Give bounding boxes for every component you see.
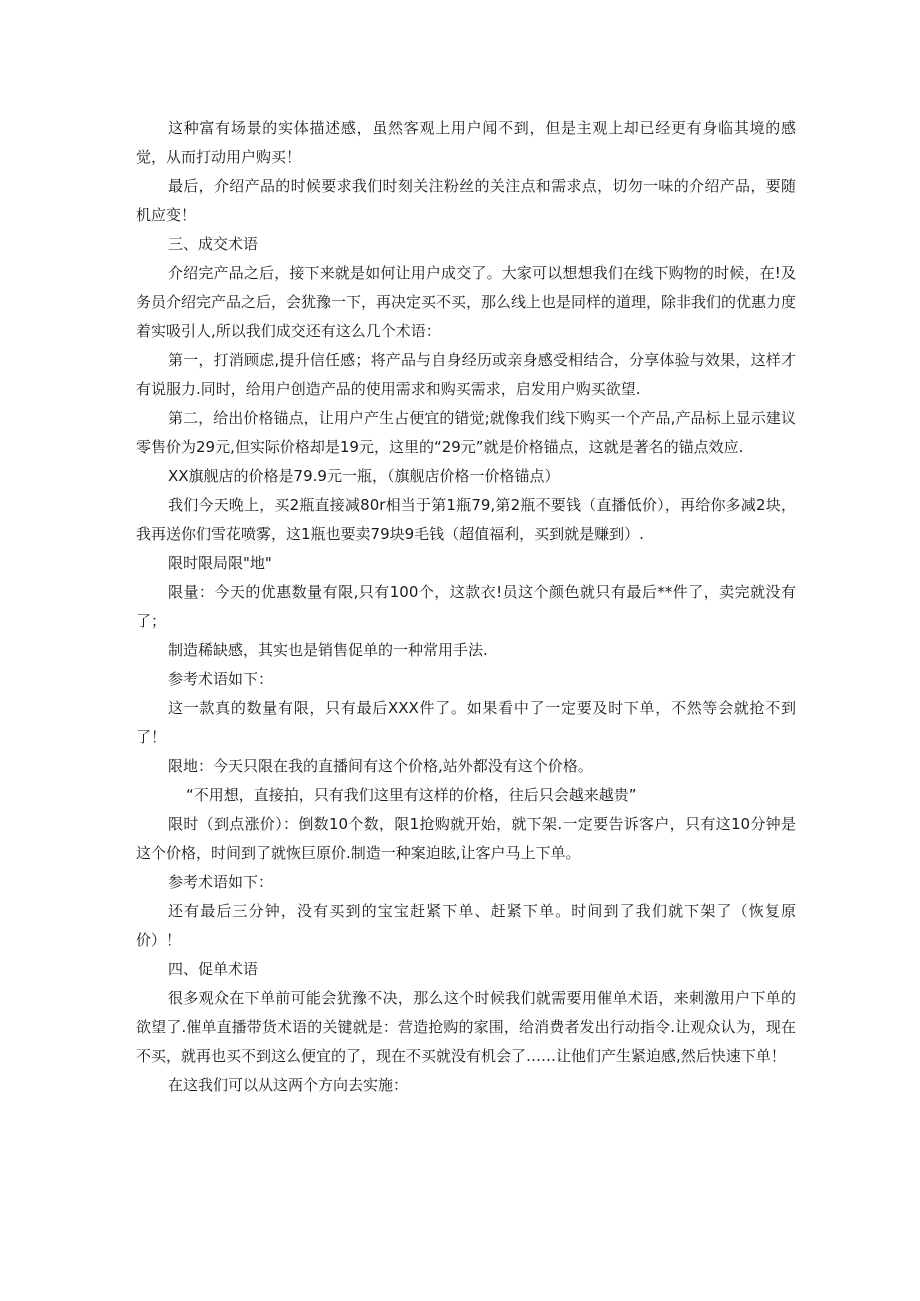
paragraph-reference-1: 参考术语如下： <box>168 670 274 688</box>
paragraph-limit-quantity: 限量：今天的优惠数量有限,只有100个，这款衣!员这个颜色就只有最后**件了，卖完就没有了； <box>136 583 796 630</box>
paragraph-two-directions: 在这我们可以从这两个方向去实施： <box>168 1076 409 1094</box>
paragraph-flagship-price: XX旗舰店的价格是79.9元一瓶，（旗舰店价格一价格锚点） <box>168 467 560 485</box>
paragraph-closing-intro: 介绍完产品之后，接下来就是如何让用户成交了。大家可以想想我们在线下购物的时候，在!及务员介绍完产品之后，会犹豫一下，再决定买不买，那么线上也是同样的道理，除非我们的优惠力度着实吸引人,所以我们成交还有这么几个术语： <box>136 264 797 340</box>
paragraph-adapt: 最后，介绍产品的时候要求我们时刻关注粉丝的关注点和需求点，切勿一味的介绍产品，要随机应变！ <box>136 177 796 224</box>
paragraph-quote: “不用想，直接拍，只有我们这里有这样的价格，往后只会越来越贵” <box>186 786 637 804</box>
paragraph-first-trust: 第一，打消顾虑,提升信任感；将产品与自身经历或亲身感受相结合，分享体验与效果，这样才有说服力.同时，给用户创造产品的使用需求和购买需求，启发用户购买欲望. <box>136 351 796 398</box>
paragraph-limit-time: 限时（到点涨价）：倒数10个数，限1抢购就开始，就下架.一定要告诉客户，只有这10分钟是这个价格，时间到了就恢巨原价.制造一种案迫眩,让客户马上下单。 <box>136 815 796 862</box>
paragraph-urging-intro: 很多观众在下单前可能会犹豫不决，那么这个时候我们就需要用催单术语，来刺激用户下单的欲望了.催单直播带货术语的关键就是：营造抢购的家围，给消费者发出行动指令.让观众认为，现在不买，就再也买不到这么便宜的了，现在不买就没有机会了……让他们产生紧迫感,然后快速下单！ <box>136 989 796 1065</box>
paragraph-quantity-example: 这一款真的数量有限，只有最后XXX件了。如果看中了一定要及时下单，不然等会就抢不到了！ <box>136 699 796 746</box>
paragraph-scarcity: 制造稀缺感，其实也是销售促单的一种常用手法. <box>168 641 488 659</box>
section-heading-closing-scripts: 三、成交术语 <box>168 235 259 253</box>
paragraph-second-anchor: 第二，给出价格锚点，让用户产生占便宜的错觉;就像我们线下购买一个产品,产品标上显示建议零售价为29元,但实际价格却是19元，这里的“29元”就是价格锚点，这就是著名的锚点效应. <box>136 409 796 456</box>
paragraph-limit-heading: 限时限局限"地" <box>168 554 272 572</box>
document-body <box>136 114 796 1100</box>
paragraph-limit-place: 限地：今天只限在我的直播间有这个价格,站外都没有这个价格。 <box>168 757 593 775</box>
paragraph-time-example: 还有最后三分钟，没有买到的宝宝赶紧下单、赶紧下单。时间到了我们就下架了（恢复原价）！ <box>136 902 796 949</box>
paragraph-reference-2: 参考术语如下： <box>168 873 274 891</box>
paragraph-scene-description: 这种富有场景的实体描述感，虽然客观上用户闻不到，但是主观上却已经更有身临其境的感觉，从而打动用户购买！ <box>136 119 796 166</box>
section-heading-urging-scripts: 四、促单术语 <box>168 960 259 978</box>
paragraph-tonight-offer: 我们今天晚上，买2瓶直接减80r相当于第1瓶79,第2瓶不要钱（直播低价），再给你多减2块，我再送你们雪花喷雾，这1瓶也要卖79块9毛钱（超值福利，买到就是赚到）. <box>136 496 796 543</box>
